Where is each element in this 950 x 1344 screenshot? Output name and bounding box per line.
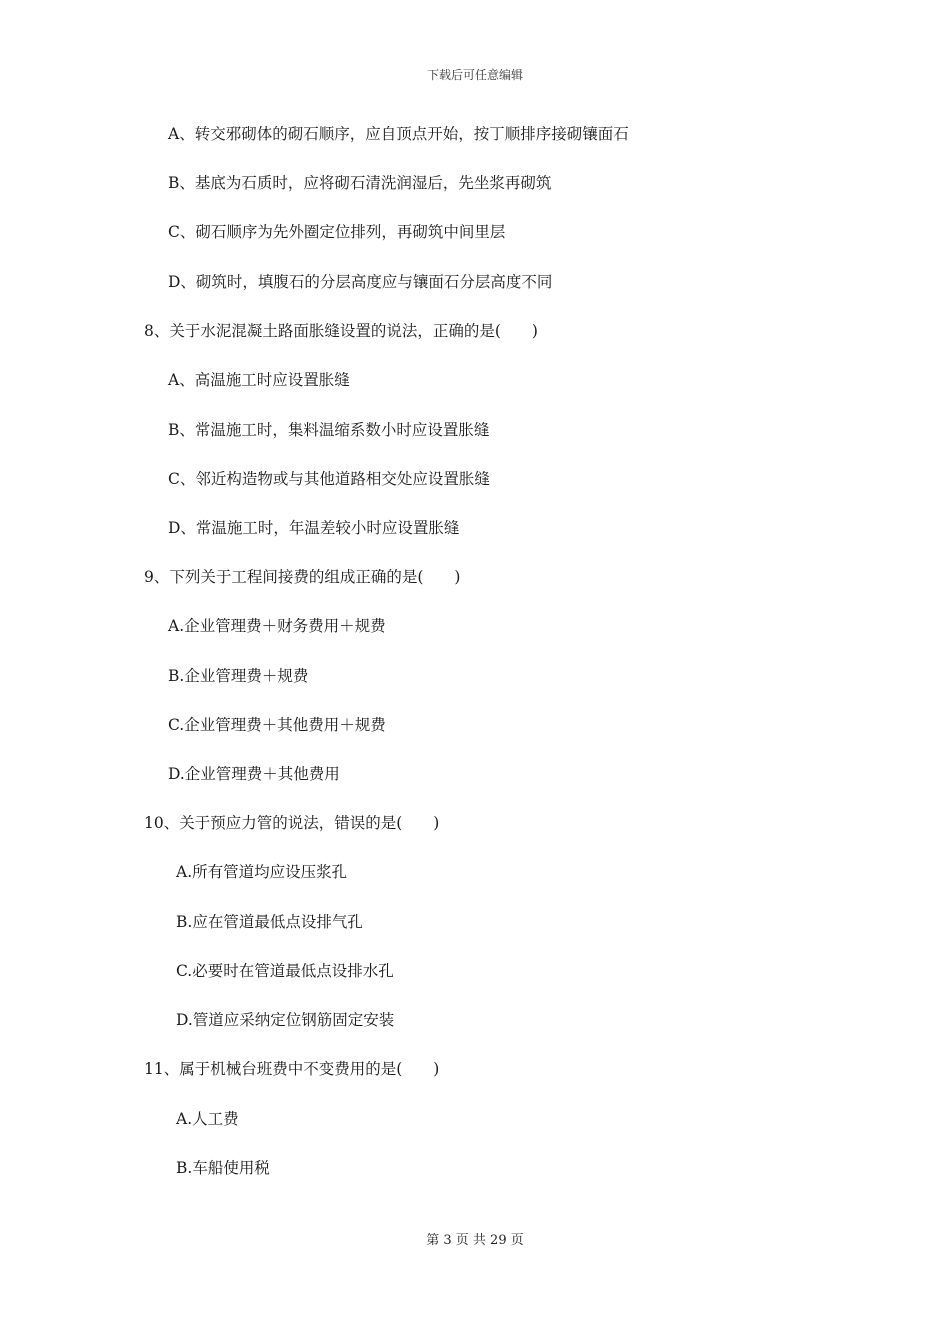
question-10-option-c: C.必要时在管道最低点设排水孔 <box>176 962 394 980</box>
option-a-line: A、转交邪砌体的砌石顺序，应自顶点开始，按丁顺排序接砌镶面石 <box>168 125 629 143</box>
question-9-option-b: B.企业管理费＋规费 <box>168 667 309 685</box>
question-8-option-d: D、常温施工时，年温差较小时应设置胀缝 <box>168 519 460 537</box>
option-c-line: C、砌石顺序为先外圈定位排列，再砌筑中间里层 <box>168 223 506 241</box>
question-10-option-b: B.应在管道最低点设排气孔 <box>176 913 363 931</box>
question-11-stem: 11、属于机械台班费中不变费用的是( ) <box>144 1060 440 1078</box>
question-9-stem: 9、下列关于工程间接费的组成正确的是( ) <box>144 568 461 586</box>
question-8-option-b: B、常温施工时，集料温缩系数小时应设置胀缝 <box>168 421 490 439</box>
question-9-option-c: C.企业管理费＋其他费用＋规费 <box>168 716 386 734</box>
question-10-option-a: A.所有管道均应设压浆孔 <box>176 863 348 881</box>
question-9-option-a: A.企业管理费＋财务费用＋规费 <box>168 617 386 635</box>
question-11-option-b: B.车船使用税 <box>176 1159 270 1177</box>
question-10-option-d: D.管道应采纳定位钢筋固定安装 <box>176 1011 395 1029</box>
question-8-stem: 8、关于水泥混凝土路面胀缝设置的说法，正确的是( ) <box>144 322 538 340</box>
question-9-option-d: D.企业管理费＋其他费用 <box>168 765 340 783</box>
question-10-stem: 10、关于预应力管的说法，错误的是( ) <box>144 814 440 832</box>
question-11-option-a: A.人工费 <box>176 1110 239 1128</box>
option-d-line: D、砌筑时，填腹石的分层高度应与镶面石分层高度不同 <box>168 273 553 291</box>
page-header: 下载后可任意编辑 <box>426 68 523 82</box>
option-b-line: B、基底为石质时，应将砌石清洗润湿后，先坐浆再砌筑 <box>168 174 552 192</box>
question-8-option-a: A、高温施工时应设置胀缝 <box>168 371 350 389</box>
page-number-footer: 第 3 页 共 29 页 <box>426 1233 524 1248</box>
question-8-option-c: C、邻近构造物或与其他道路相交处应设置胀缝 <box>168 470 490 488</box>
